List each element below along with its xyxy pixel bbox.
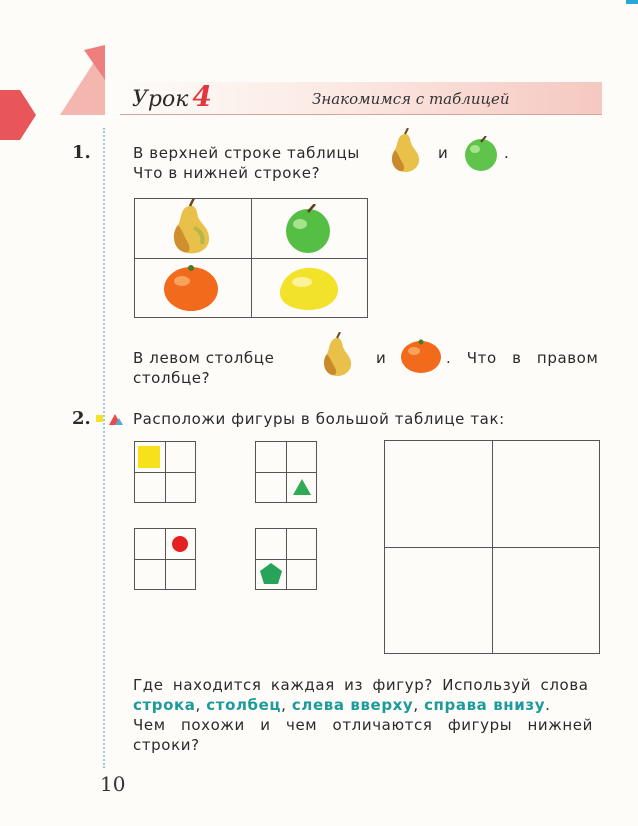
keyword-separator: , (281, 696, 287, 714)
large-grid (384, 440, 600, 654)
grid-cell (286, 559, 317, 590)
grid-cell (165, 559, 196, 590)
task2-question2-line1: Чем похожи и чем отличаются фигуры нижней (133, 716, 593, 734)
tangerine-icon (162, 262, 220, 312)
page-number: 10 (100, 772, 126, 796)
grid-cell (134, 559, 166, 590)
green-pentagon-icon (258, 561, 284, 587)
task1-line1: В верхней строке таблицы (133, 144, 360, 162)
red-circle-icon (171, 535, 189, 553)
task2-keywords (133, 696, 550, 715)
pear-icon (384, 128, 424, 174)
grid-cell (384, 440, 493, 548)
grid-cell (255, 441, 287, 473)
grid-cell (384, 547, 493, 654)
task1-question-and: и (376, 349, 387, 367)
lesson-number: 4 (192, 80, 212, 113)
grid-cell (134, 528, 166, 560)
small-grid (255, 528, 317, 590)
keyword-end: . (545, 696, 551, 714)
grid-cell (134, 472, 166, 503)
lemon-icon (276, 264, 342, 312)
tangerine-icon (400, 338, 442, 374)
grid-cell (255, 528, 287, 560)
task1-question-line2: столбце? (133, 369, 211, 387)
task1-question-right: . Что в правом (446, 349, 599, 367)
grid-cell (286, 441, 317, 473)
grid-cell (492, 440, 600, 548)
green-triangle-icon (291, 477, 313, 497)
lesson-title (132, 80, 212, 113)
keyword-separator: , (195, 696, 201, 714)
keyword-separator: , (413, 696, 419, 714)
grid-cell (165, 472, 196, 503)
task-number: 2. (72, 408, 91, 429)
lesson-topic: Знакомимся с таблицей (312, 90, 510, 108)
margin-dotted-line (103, 128, 105, 768)
keyword: слева вверху (291, 696, 414, 714)
grid-cell (255, 472, 287, 503)
pear-icon (316, 332, 356, 378)
small-grid (255, 441, 317, 503)
task-number: 1. (72, 142, 91, 163)
task1-question-left: В левом столбце (133, 349, 275, 367)
task1-period: . (504, 144, 510, 162)
grid-cell (492, 547, 600, 654)
small-grid (134, 441, 196, 503)
keyword: столбец (206, 696, 282, 714)
task1-and: и (438, 144, 449, 162)
pear-icon (164, 198, 214, 256)
task2-question2-line2: строки? (133, 736, 200, 754)
corner-decoration (0, 40, 110, 190)
grid-cell (165, 441, 196, 473)
keyword: строка (133, 696, 196, 714)
keyword: справа внизу (424, 696, 546, 714)
grid-cell (286, 528, 317, 560)
task2-instruction: Расположи фигуры в большой таблице так: (133, 410, 505, 428)
task2-question1: Где находится каждая из фигур? Используй слова (133, 676, 589, 694)
green-apple-icon (462, 136, 500, 172)
lesson-word: Урок (132, 87, 189, 112)
task-level-marks-icon (96, 412, 126, 426)
top-right-mark (626, 0, 638, 4)
task1-line2: Что в нижней строке? (133, 164, 321, 182)
small-grid (134, 528, 196, 590)
header-rule (120, 114, 602, 115)
green-apple-icon (282, 204, 334, 254)
yellow-square-icon (138, 446, 160, 468)
